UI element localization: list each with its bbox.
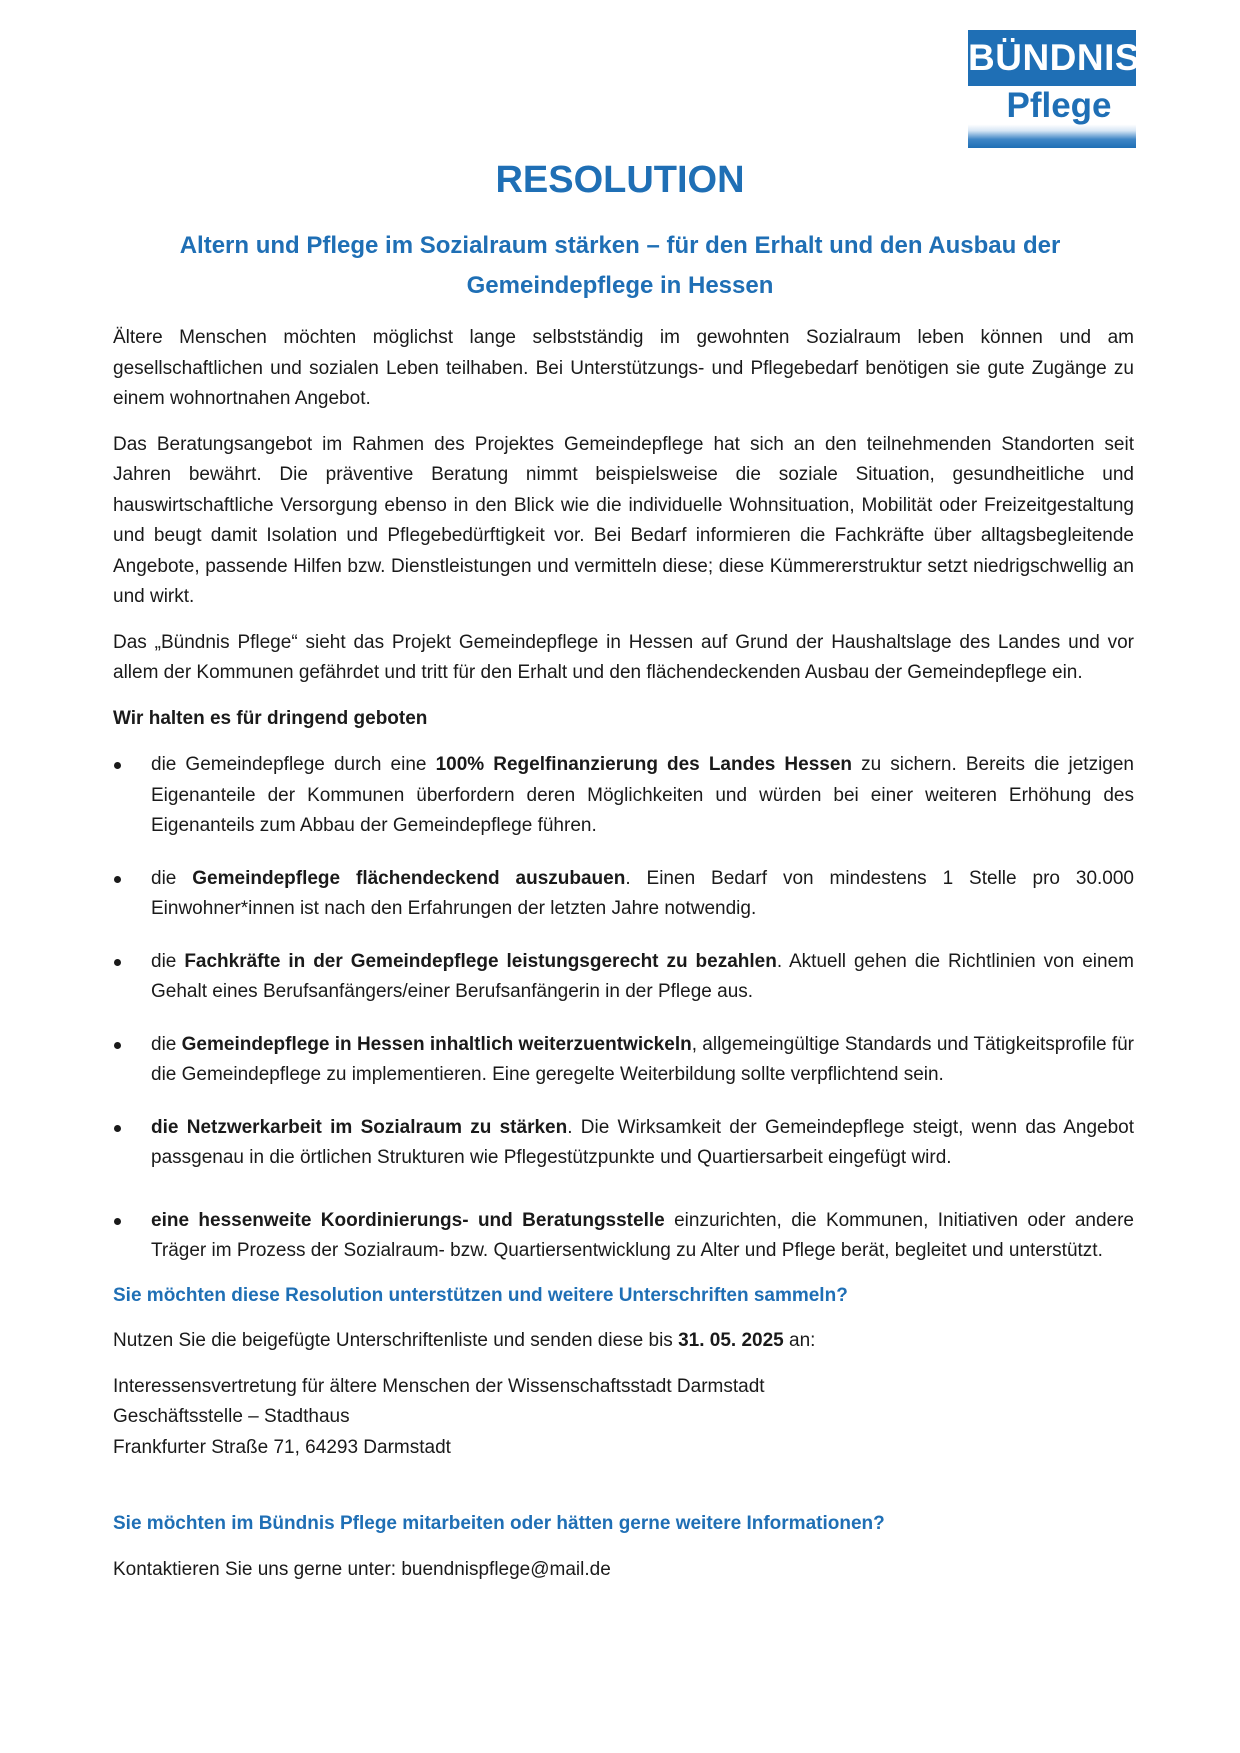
support-heading: Sie möchten diese Resolution unterstützen und weitere Unterschriften sammeln?: [113, 1284, 848, 1306]
list-item: die Gemeindepflege in Hessen inhaltlich weiterzuentwickeln, allgemeingültige Standards und Tätigkeitsprofile für die Gemeindepflege zu implementieren. Eine geregelte Weiterbildung sollte verpflichtend sein.: [113, 1030, 1134, 1091]
buendnis-pflege-logo: [968, 30, 1141, 148]
demands-list: [113, 750, 1134, 1267]
address-line: Interessensvertretung für ältere Menschen der Wissenschaftsstadt Darmstadt: [113, 1375, 765, 1397]
bullet-icon: [114, 959, 121, 966]
bullet-icon: [114, 762, 121, 769]
bullet-icon: [114, 1218, 121, 1225]
send-instruction: Nutzen Sie die beigefügte Unterschriftenliste und senden diese bis 31. 05. 2025 an:: [113, 1330, 816, 1351]
alliance-paragraph: Das „Bündnis Pflege“ sieht das Projekt Gemeindepflege in Hessen auf Grund der Haushaltslage des Landes und vor allem der Kommunen gefährdet und tritt für den Erhalt und den flächendeckenden Ausbau der Gemeindepflege ein.: [113, 631, 1134, 683]
email-address: buendnispflege@mail.de: [401, 1558, 611, 1580]
address-line: Frankfurter Straße 71, 64293 Darmstadt: [113, 1436, 451, 1458]
deadline-date: 31. 05. 2025: [678, 1330, 784, 1351]
bullet-icon: [114, 1125, 121, 1132]
logo-line-buendnis: BÜNDNIS: [968, 30, 1136, 86]
bullet-icon: [114, 1042, 121, 1049]
page-subtitle: Altern und Pflege im Sozialraum stärken – für den Erhalt und den Ausbau der Gemeindepflege in Hessen: [179, 232, 1061, 299]
address-line: Geschäftsstelle – Stadthaus: [113, 1406, 350, 1427]
page-title: RESOLUTION: [495, 159, 745, 201]
address-block: [113, 1372, 1134, 1464]
bullet-icon: [114, 876, 121, 883]
consulting-paragraph: Das Beratungsangebot im Rahmen des Projektes Gemeindepflege hat sich an den teilnehmenden Standorten seit Jahren bewährt. Die präventive Beratung nimmt beispielsweise die soziale Situation, gesundheitliche und hauswirtschaftliche Versorgung ebenso in den Blick wie die individuelle Wohnsituation, Mobilität oder Freizeitgestaltung und beugt damit Isolation und Pflegebedürftigkeit vor. Bei Bedarf informieren die Fachkräfte über alltagsbegleitende Angebote, passende Hilfen bzw. Dienstleistungen und vermitteln diese; diese Kümmererstruktur setzt niedrigschwellig an und wirkt.: [113, 433, 1134, 607]
demands-lead: Wir halten es für dringend geboten: [113, 707, 428, 729]
list-item: die Netzwerkarbeit im Sozialraum zu stärken. Die Wirksamkeit der Gemeindepflege steigt, wenn das Angebot passgenau in die örtlichen Strukturen wie Pflegestützpunkte und Quartiersarbeit eingefügt wird.: [113, 1113, 1134, 1174]
list-item: die Gemeindepflege durch eine 100% Regelfinanzierung des Landes Hessen zu sichern. Bereits die jetzigen Eigenanteile der Kommunen überfordern deren Möglichkeiten und würden bei einer weiteren Erhöhung des Eigenanteils zum Abbau der Gemeindepflege führen.: [113, 750, 1134, 842]
list-item: die Fachkräfte in der Gemeindepflege leistungsgerecht zu bezahlen. Aktuell gehen die Richtlinien von einem Gehalt eines Berufsanfängers/einer Berufsanfängerin in der Pflege aus.: [113, 947, 1134, 1008]
list-item: eine hessenweite Koordinierungs- und Beratungsstelle einzurichten, die Kommunen, Initiativen oder andere Träger im Prozess der Sozialraum- bzw. Quartiersentwicklung zu Alter und Pflege berät, begleitet und unterstützt.: [113, 1206, 1134, 1267]
contact-heading: Sie möchten im Bündnis Pflege mitarbeiten oder hätten gerne weitere Informationen?: [113, 1513, 885, 1534]
list-item: die Gemeindepflege flächendeckend auszubauen. Einen Bedarf von mindestens 1 Stelle pro 30.000 Einwohner*innen ist nach den Erfahrungen der letzten Jahre notwendig.: [113, 864, 1134, 925]
logo-line-pflege: Pflege: [1006, 86, 1112, 125]
intro-paragraph: Ältere Menschen möchten möglichst lange selbstständig im gewohnten Sozialraum leben können und am gesellschaftlichen und sozialen Leben teilhaben. Bei Unterstützungs- und Pflegebedarf benötigen sie gute Zugänge zu einem wohnortnahen Angebot.: [113, 327, 1134, 409]
logo-band: [968, 86, 1136, 148]
contact-line: Kontaktieren Sie uns gerne unter: buendnispflege@mail.de: [113, 1558, 611, 1580]
document-body: [113, 323, 1134, 1585]
